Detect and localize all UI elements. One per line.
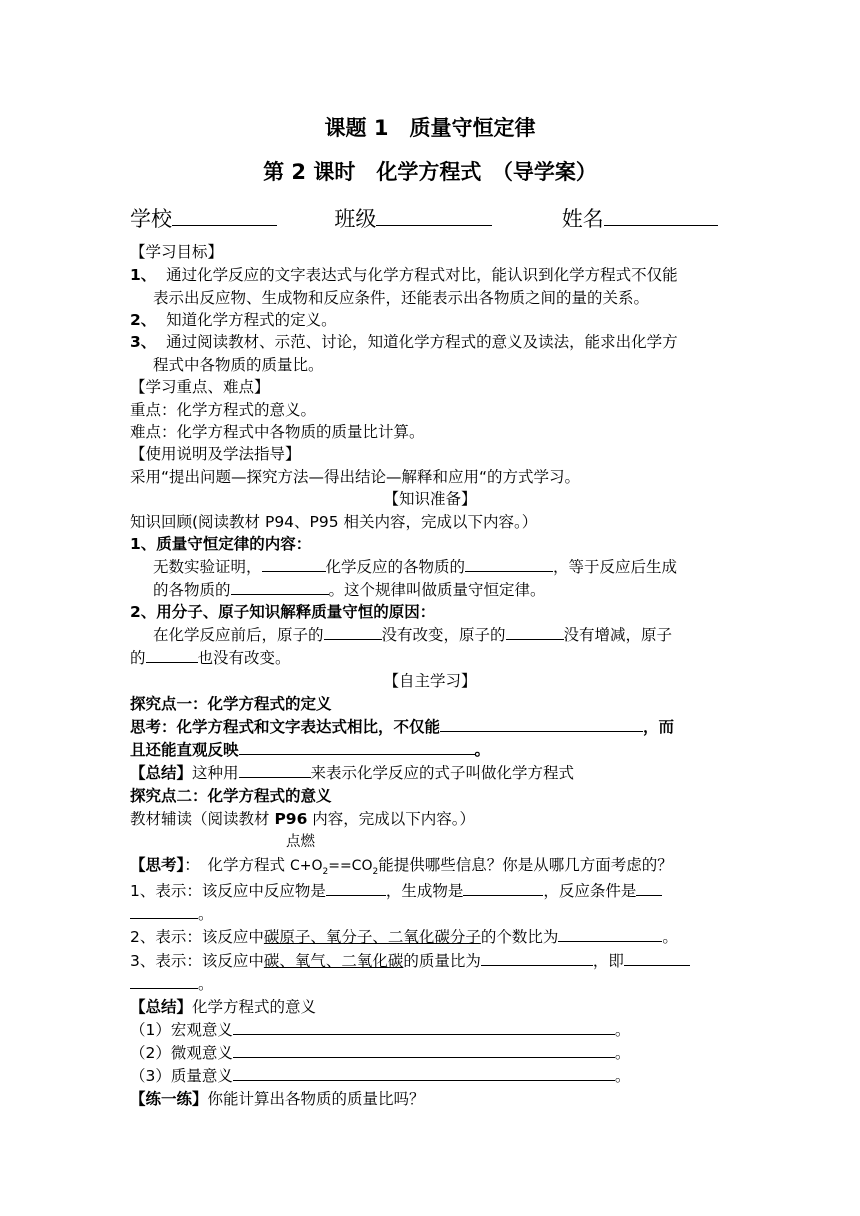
objective-3-cont: 程式中各物质的质量比。 bbox=[153, 356, 324, 374]
self-study-heading: 【自主学习】 bbox=[383, 672, 477, 690]
think-1-line-1: 思考：化学方程式和文字表达式相比，不仅能 ，而 bbox=[130, 718, 675, 736]
reading-3-line-2: 。 bbox=[130, 973, 735, 995]
think-2: 【思考】： 化学方程式 $C+O_2==CO_2$能提供哪些信息？你是从哪几方面考虑的？ bbox=[130, 856, 673, 877]
method-heading: 【使用说明及学法指导】 bbox=[130, 445, 301, 463]
blank[interactable] bbox=[440, 716, 643, 732]
explore-point-2: 探究点二：化学方程式的意义 bbox=[130, 787, 332, 805]
blank[interactable] bbox=[558, 926, 662, 942]
knowledge-review: 知识回顾(阅读教材 P94、P95 相关内容，完成以下内容。） bbox=[130, 513, 538, 531]
blank[interactable] bbox=[239, 762, 311, 778]
question-1-line-2: 的各物质的 。这个规律叫做质量守恒定律。 bbox=[153, 581, 546, 599]
blank[interactable] bbox=[146, 647, 198, 663]
meaning-macro: （1）宏观意义 。 bbox=[130, 1021, 631, 1039]
blank[interactable] bbox=[262, 556, 326, 572]
summary-1: 【总结】这种用 来表示化学反应的式子叫做化学方程式 bbox=[130, 764, 575, 782]
blank[interactable] bbox=[465, 556, 553, 572]
blank[interactable] bbox=[326, 880, 386, 896]
blank[interactable] bbox=[231, 579, 329, 595]
school-label: 学校 bbox=[130, 207, 172, 231]
blank[interactable] bbox=[239, 739, 475, 755]
blank[interactable] bbox=[130, 973, 198, 989]
blank[interactable] bbox=[506, 624, 564, 640]
school-blank[interactable] bbox=[172, 203, 277, 226]
chemical-equation: $C+O_2==CO_2$ bbox=[289, 858, 379, 877]
key-points-heading: 【学习重点、难点】 bbox=[130, 378, 270, 396]
blank[interactable] bbox=[624, 950, 690, 966]
question-2-line-2: 的 也没有改变。 bbox=[130, 649, 291, 667]
student-info-fields bbox=[130, 203, 730, 234]
question-1-line-1: 无数实验证明， 化学反应的各物质的 ，等于反应后生成 bbox=[153, 558, 678, 576]
question-2-line-1: 在化学反应前后，原子的 没有改变，原子的 没有增减，原子 bbox=[153, 626, 673, 644]
blank[interactable] bbox=[636, 880, 662, 896]
name-label: 姓名 bbox=[561, 207, 604, 231]
question-2-title: 2、用分子、原子知识解释质量守恒的原因： bbox=[130, 603, 436, 621]
reading-guide: 教材辅读（阅读教材 P96 内容，完成以下内容。） bbox=[130, 810, 476, 828]
practice: 【练一练】你能计算出各物质的质量比吗？ bbox=[130, 1090, 425, 1108]
summary-2: 【总结】化学方程式的意义 bbox=[130, 998, 317, 1016]
method-text: 采用“提出问题—探究方法—得出结论—解释和应用“的方式学习。 bbox=[130, 468, 581, 486]
objective-2: 2、 知道化学方程式的定义。 bbox=[130, 311, 337, 329]
explore-point-1: 探究点一：化学方程式的定义 bbox=[130, 695, 332, 713]
blank[interactable] bbox=[233, 1019, 615, 1035]
class-label: 班级 bbox=[334, 207, 377, 231]
objective-3: 3、 通过阅读教材、示范、讨论，知道化学方程式的意义及读法，能求出化学方 bbox=[130, 333, 678, 351]
meaning-mass: （3）质量意义 。 bbox=[130, 1067, 631, 1085]
blank[interactable] bbox=[324, 624, 382, 640]
page-title: 课题 1 质量守恒定律 bbox=[324, 116, 536, 140]
reaction-condition: 点燃 bbox=[286, 834, 315, 850]
page-subtitle: 第 2 课时 化学方程式 （导学案） bbox=[263, 160, 597, 184]
reading-2: 2、表示：该反应中碳原子、氧分子、二氧化碳分子的个数比为 。 bbox=[130, 928, 678, 946]
reading-3-line-1: 3、表示：该反应中碳、氧气、二氧化碳的质量比为 ，即 bbox=[130, 950, 735, 972]
name-blank[interactable] bbox=[604, 203, 718, 226]
reading-1-line-1: 1、表示：该反应中反应物是 ，生成物是 ，反应条件是 bbox=[130, 880, 735, 902]
class-blank[interactable] bbox=[376, 203, 492, 226]
question-1-title: 1、质量守恒定律的内容： bbox=[130, 535, 312, 553]
reading-1-line-2: 。 bbox=[130, 903, 735, 925]
blank[interactable] bbox=[463, 880, 543, 896]
blank[interactable] bbox=[233, 1065, 615, 1081]
knowledge-prep-heading: 【知识准备】 bbox=[383, 490, 477, 508]
objective-1: 1、 通过化学反应的文字表达式与化学方程式对比，能认识到化学方程式不仅能 bbox=[130, 266, 678, 284]
blank[interactable] bbox=[130, 903, 198, 919]
objectives-heading: 【学习目标】 bbox=[130, 243, 224, 261]
think-1-line-2: 且还能直观反映 。 bbox=[130, 741, 491, 759]
meaning-micro: （2）微观意义 。 bbox=[130, 1044, 631, 1062]
focus-point: 重点：化学方程式的意义。 bbox=[130, 401, 317, 419]
objective-1-cont: 表示出反应物、生成物和反应条件，还能表示出各物质之间的量的关系。 bbox=[153, 289, 650, 307]
blank[interactable] bbox=[233, 1042, 615, 1058]
difficulty-point: 难点：化学方程式中各物质的质量比计算。 bbox=[130, 423, 425, 441]
blank[interactable] bbox=[481, 950, 593, 966]
